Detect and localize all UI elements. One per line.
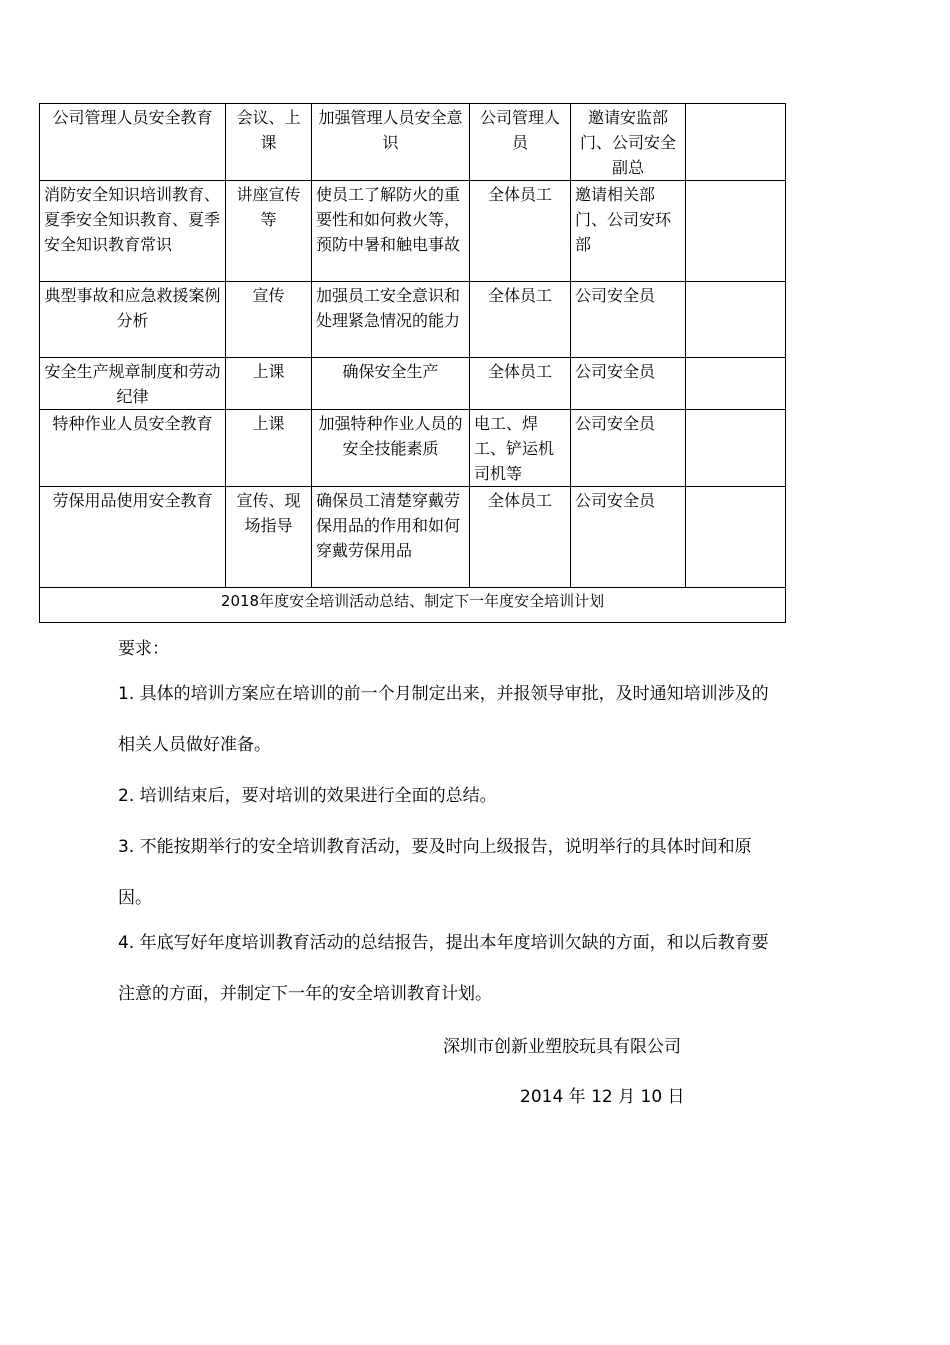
training-topic-cell: 劳保用品使用安全教育 bbox=[40, 487, 226, 588]
training-topic-cell: 典型事故和应急救援案例分析 bbox=[40, 282, 226, 358]
annual-summary-cell: 2018年度安全培训活动总结、制定下一年度安全培训计划 bbox=[40, 588, 786, 623]
training-method-cell: 上课 bbox=[226, 358, 312, 410]
table-row bbox=[40, 282, 786, 358]
remarks-cell bbox=[686, 282, 786, 358]
training-target-cell: 全体员工 bbox=[470, 282, 571, 358]
training-purpose-cell: 确保员工清楚穿戴劳保用品的作用和如何穿戴劳保用品 bbox=[312, 487, 470, 588]
requirement-item: 3. 不能按期举行的安全培训教育活动，要及时向上级报告，说明举行的具体时间和原因。 bbox=[118, 837, 752, 908]
table-row bbox=[40, 487, 786, 588]
training-method-cell: 讲座宣传等 bbox=[226, 181, 312, 282]
training-topic-cell: 安全生产规章制度和劳动纪律 bbox=[40, 358, 226, 410]
training-organizer-cell: 公司安全员 bbox=[571, 410, 686, 487]
training-target-cell: 全体员工 bbox=[470, 487, 571, 588]
table-row bbox=[40, 104, 786, 181]
training-method-cell: 宣传 bbox=[226, 282, 312, 358]
training-method-cell: 上课 bbox=[226, 410, 312, 487]
requirements-heading: 要求： bbox=[118, 639, 169, 659]
training-target-cell: 公司管理人员 bbox=[470, 104, 571, 181]
training-topic-cell: 特种作业人员安全教育 bbox=[40, 410, 226, 487]
training-target-cell: 全体员工 bbox=[470, 181, 571, 282]
training-purpose-cell: 加强员工安全意识和处理紧急情况的能力 bbox=[312, 282, 470, 358]
training-plan-table bbox=[39, 103, 786, 623]
requirement-item: 1. 具体的培训方案应在培训的前一个月制定出来，并报领导审批，及时通知培训涉及的相关人员做好准备。 bbox=[118, 684, 769, 755]
remarks-cell bbox=[686, 410, 786, 487]
remarks-cell bbox=[686, 181, 786, 282]
training-organizer-cell: 公司安全员 bbox=[571, 487, 686, 588]
table-row bbox=[40, 588, 786, 623]
training-method-cell: 会议、上课 bbox=[226, 104, 312, 181]
remarks-cell bbox=[686, 358, 786, 410]
training-topic-cell: 公司管理人员安全教育 bbox=[40, 104, 226, 181]
training-method-cell: 宣传、现场指导 bbox=[226, 487, 312, 588]
company-name: 深圳市创新业塑胶玩具有限公司 bbox=[443, 1037, 681, 1057]
training-organizer-cell: 邀请相关部门、公司安环部 bbox=[571, 181, 686, 282]
training-organizer-cell: 公司安全员 bbox=[571, 282, 686, 358]
remarks-cell bbox=[686, 487, 786, 588]
table-row bbox=[40, 410, 786, 487]
table-row bbox=[40, 358, 786, 410]
training-purpose-cell: 确保安全生产 bbox=[312, 358, 470, 410]
training-organizer-cell: 邀请安监部门、公司安全副总 bbox=[571, 104, 686, 181]
training-organizer-cell: 公司安全员 bbox=[571, 358, 686, 410]
training-target-cell: 电工、焊工、铲运机司机等 bbox=[470, 410, 571, 487]
training-target-cell: 全体员工 bbox=[470, 358, 571, 410]
training-purpose-cell: 加强管理人员安全意识 bbox=[312, 104, 470, 181]
training-purpose-cell: 加强特种作业人员的安全技能素质 bbox=[312, 410, 470, 487]
training-topic-cell: 消防安全知识培训教育、夏季安全知识教育、夏季安全知识教育常识 bbox=[40, 181, 226, 282]
requirement-item: 2. 培训结束后，要对培训的效果进行全面的总结。 bbox=[118, 786, 497, 806]
remarks-cell bbox=[686, 104, 786, 181]
requirement-item: 4. 年底写好年度培训教育活动的总结报告，提出本年度培训欠缺的方面，和以后教育要注意的方面，并制定下一年的安全培训教育计划。 bbox=[118, 933, 769, 1004]
document-date: 2014 年 12 月 10 日 bbox=[520, 1087, 685, 1107]
table-row bbox=[40, 181, 786, 282]
training-purpose-cell: 使员工了解防火的重要性和如何救火等，预防中暑和触电事故 bbox=[312, 181, 470, 282]
